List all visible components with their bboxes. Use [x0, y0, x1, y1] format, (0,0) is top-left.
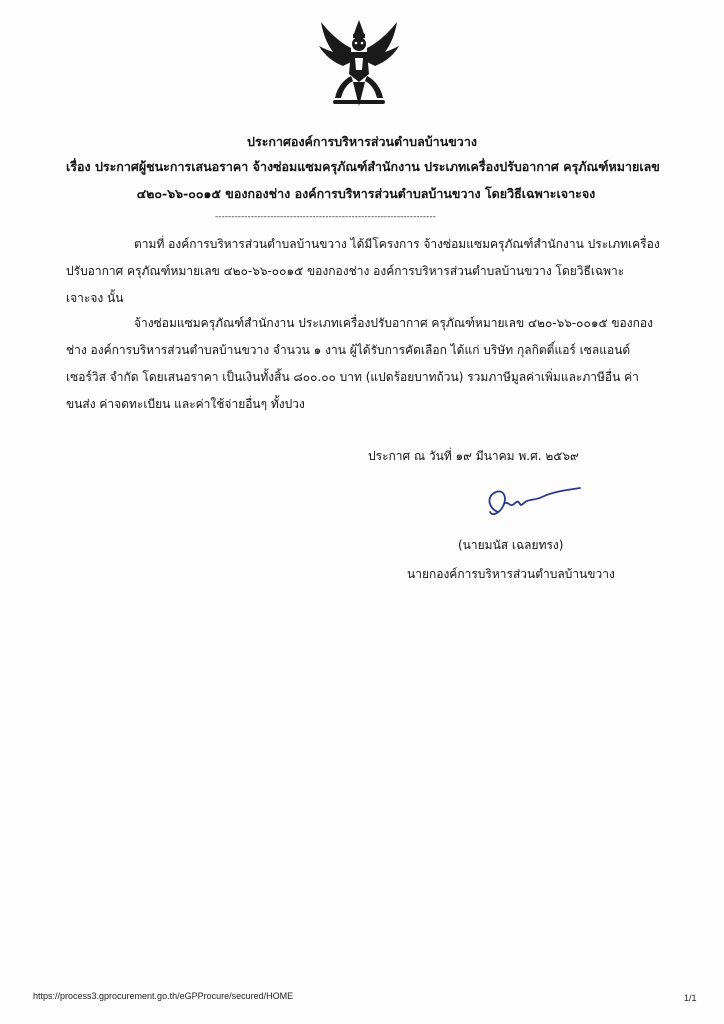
paragraph-1-line: ปรับอากาศ ครุภัณฑ์หมายเลข ๔๒๐-๖๖-๐๐๑๕ ของกองช่าง องค์การบริหารส่วนตำบลบ้านขวาง โดยวิธีเฉพาะ: [66, 264, 625, 278]
paragraph-2-line: จ้างซ่อมแซมครุภัณฑ์สำนักงาน ประเภทเครื่องปรับอากาศ ครุภัณฑ์หมายเลข ๔๒๐-๖๖-๐๐๑๕ ของกอง: [134, 316, 653, 330]
document-header: [0, 128, 724, 155]
signer-name: (นายมนัส เฉลยทรง): [458, 538, 564, 552]
garuda-emblem-icon: [315, 18, 403, 114]
footer-url: https://process3.gprocurement.go.th/eGPProcure/secured/HOME: [33, 991, 294, 1001]
paragraph-2: [66, 310, 664, 418]
signer-title: นายกองค์การบริหารส่วนตำบลบ้านขวาง: [407, 567, 615, 581]
divider-line: --------------------------------------------------------------------: [215, 212, 436, 222]
paragraph-1-line: เจาะจง นั้น: [66, 291, 124, 305]
page-number: 1/1: [684, 993, 697, 1003]
announcement-date: ประกาศ ณ วันที่ ๑๙ มีนาคม พ.ศ. ๒๕๖๙: [368, 449, 579, 463]
subject-block: [66, 153, 666, 207]
subject-line-2: ๔๒๐-๖๖-๐๐๑๕ ของกองช่าง องค์การบริหารส่วนตำบลบ้านขวาง โดยวิธีเฉพาะเจาะจง: [136, 186, 596, 201]
paragraph-1: [66, 231, 664, 312]
paragraph-2-line: เซอร์วิส จำกัด โดยเสนอราคา เป็นเงินทั้งสิ้น ๘๐๐.๐๐ บาท (แปดร้อยบาทถ้วน) รวมภาษีมูลค่าเพิ่มและภาษีอื่น ค่า: [66, 370, 639, 384]
subject-line-1: เรื่อง ประกาศผู้ชนะการเสนอราคา จ้างซ่อมแซมครุภัณฑ์สำนักงาน ประเภทเครื่องปรับอากาศ ครุภัณฑ์หมายเลข: [66, 159, 660, 174]
signature-icon: [480, 478, 590, 528]
paragraph-2-line: ขนส่ง ค่าจดทะเบียน และค่าใช้จ่ายอื่นๆ ทั้งปวง: [66, 397, 305, 411]
announcement-title: ประกาศองค์การบริหารส่วนตำบลบ้านขวาง: [247, 134, 477, 149]
paragraph-1-line: ตามที่ องค์การบริหารส่วนตำบลบ้านขวาง ได้มีโครงการ จ้างซ่อมแซมครุภัณฑ์สำนักงาน ประเภทเครื่อง: [134, 237, 660, 251]
paragraph-2-line: ช่าง องค์การบริหารส่วนตำบลบ้านขวาง จำนวน ๑ งาน ผู้ได้รับการคัดเลือก ได้แก่ บริษัท กุลกิตติ์แอร์ เซลแอนด์: [66, 343, 631, 357]
